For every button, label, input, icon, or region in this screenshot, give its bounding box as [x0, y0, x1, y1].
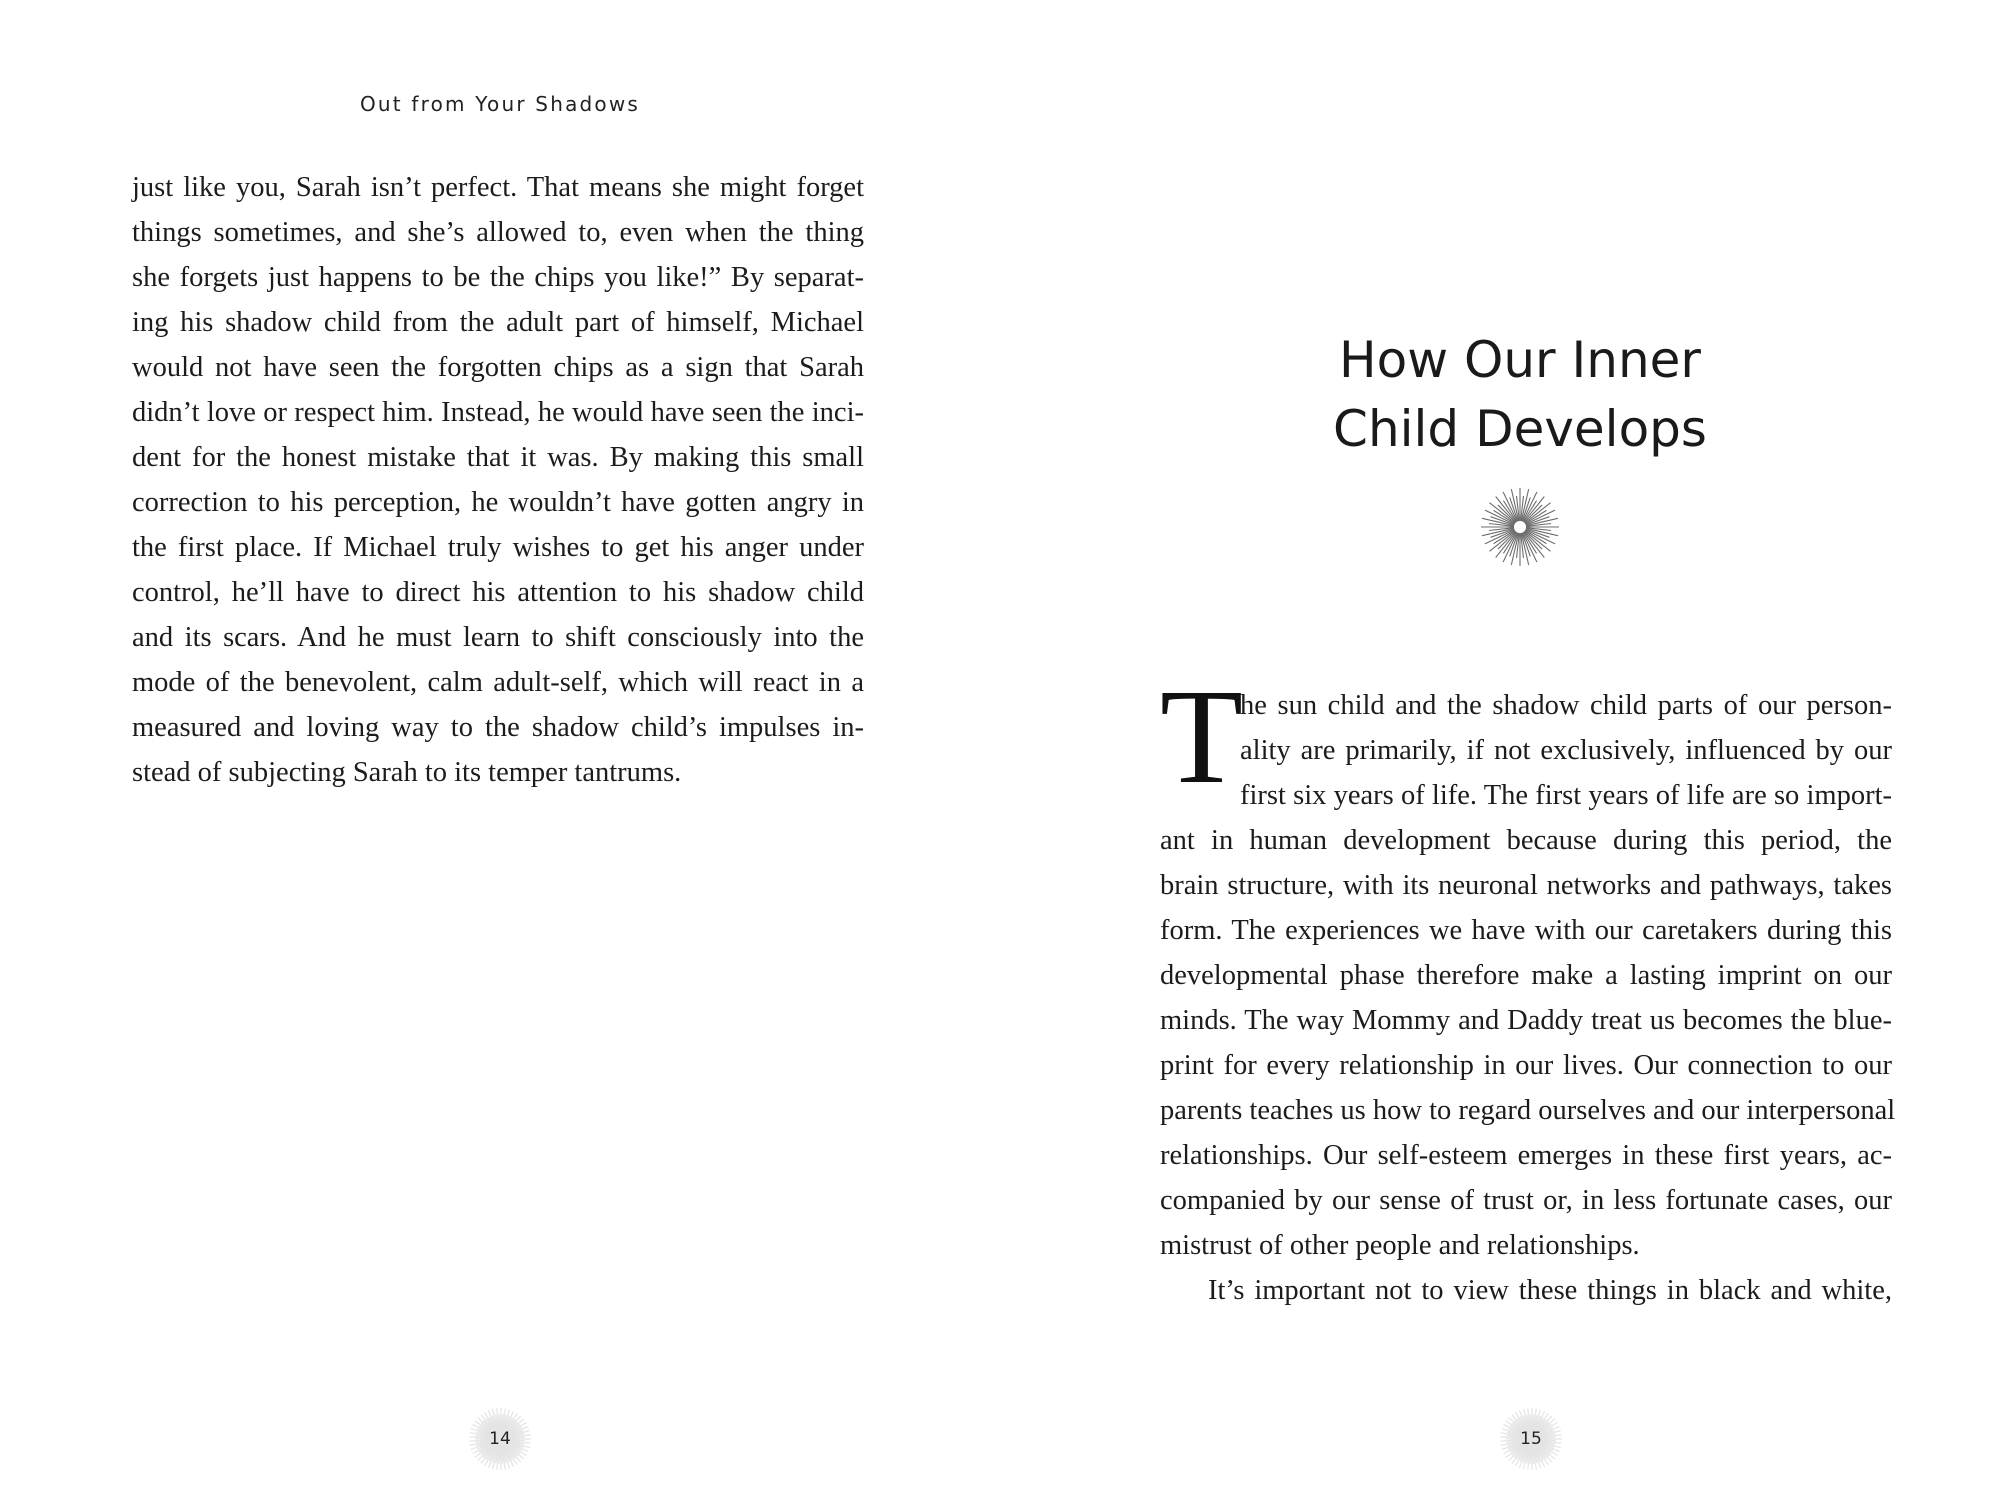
chapter-title-line: How Our Inner — [1339, 331, 1701, 389]
text-line: and its scars. And he must learn to shift consciously into the — [132, 622, 864, 653]
text-line: stead of subjecting Sarah to its temper tantrums. — [132, 757, 682, 788]
text-line: correction to his perception, he wouldn’t have gotten angry in — [132, 487, 864, 518]
text-line: print for every relationship in our lives. Our connection to our — [1160, 1050, 1892, 1081]
page-number — [1500, 1408, 1562, 1470]
text-line: ant in human development because during this period, the — [1160, 825, 1892, 856]
text-line: parents teaches us how to regard ourselves and our interpersonal — [1160, 1095, 1896, 1126]
text-line: It’s important not to view these things in black and white, — [1208, 1275, 1892, 1306]
body-text — [1160, 662, 1896, 1313]
text-line: ality are primarily, if not exclusively, influenced by our — [1240, 735, 1892, 766]
drop-cap: T — [1160, 662, 1244, 812]
text-line: the first place. If Michael truly wishes to get his anger under — [132, 532, 864, 563]
chapter-title — [1250, 326, 1790, 464]
text-line: measured and loving way to the shadow child’s impulses in- — [132, 712, 864, 743]
text-line: brain structure, with its neuronal networks and pathways, takes — [1160, 870, 1892, 901]
text-line: just like you, Sarah isn’t perfect. That means she might forget — [132, 172, 864, 203]
right-page — [1000, 0, 2000, 1500]
text-line: she forgets just happens to be the chips you like!” By separat- — [132, 262, 864, 293]
page-number-label: 15 — [1520, 1429, 1542, 1449]
text-line: ing his shadow child from the adult part of himself, Michael — [132, 307, 864, 338]
page-number — [469, 1408, 531, 1470]
text-line: things sometimes, and she’s allowed to, even when the thing — [132, 217, 864, 248]
text-line: would not have seen the forgotten chips as a sign that Sarah — [132, 352, 864, 383]
text-line: mode of the benevolent, calm adult-self, which will react in a — [132, 667, 864, 698]
running-head: Out from Your Shadows — [359, 92, 641, 116]
text-line: form. The experiences we have with our caretakers during this — [1160, 915, 1892, 946]
text-line: didn’t love or respect him. Instead, he would have seen the inci- — [132, 397, 864, 428]
text-line: mistrust of other people and relationships. — [1160, 1230, 1640, 1261]
body-text — [132, 165, 864, 795]
text-line: relationships. Our self-esteem emerges in these first years, ac- — [1160, 1140, 1892, 1171]
chapter-title-line: Child Develops — [1333, 400, 1707, 458]
text-line: he sun child and the shadow child parts of our person- — [1240, 690, 1892, 721]
text-line: minds. The way Mommy and Daddy treat us becomes the blue- — [1160, 1005, 1892, 1036]
text-line: control, he’ll have to direct his attention to his shadow child — [132, 577, 864, 608]
text-line: dent for the honest mistake that it was. By making this small — [132, 442, 864, 473]
text-line: companied by our sense of trust or, in less fortunate cases, our — [1160, 1185, 1892, 1216]
text-line: developmental phase therefore make a lasting imprint on our — [1160, 960, 1892, 991]
sunburst-icon — [1480, 487, 1560, 567]
text-line: first six years of life. The first years of life are so import- — [1240, 780, 1892, 811]
page-number-label: 14 — [489, 1429, 511, 1449]
